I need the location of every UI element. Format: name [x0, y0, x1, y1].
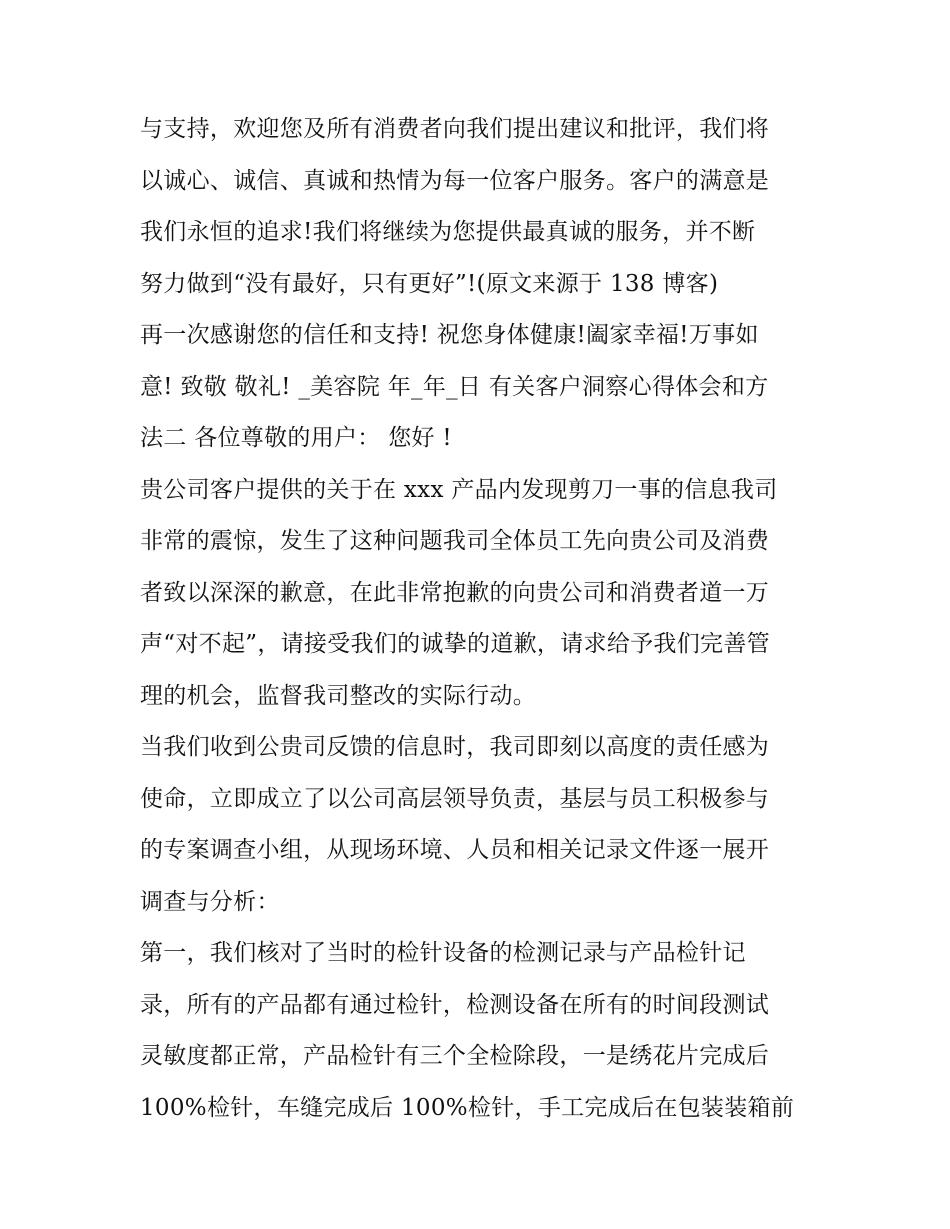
- text-line: 者致以深深的歉意，在此非常抱歉的向贵公司和消费者道一万: [140, 579, 770, 606]
- text-line: 意! 致敬 敬礼! _美容院 年_年_日 有关客户洞察心得体会和方: [140, 373, 769, 400]
- text-line: 非常的震惊，发生了这种问题我司全体员工先向贵公司及消费: [140, 528, 770, 554]
- text-line: 我们永恒的追求!我们将继续为您提供最真诚的服务，并不断: [140, 219, 756, 245]
- text-line: 100%检针，车缝完成后 100%检针，手工完成后在包装装箱前: [140, 1094, 795, 1121]
- text-line: 调查与分析：: [140, 888, 280, 915]
- document-body: [140, 104, 820, 1134]
- text-line: 以诚心、诚信、真诚和热情为每一位客户服务。客户的满意是: [140, 167, 770, 194]
- text-line: 理的机会，监督我司整改的实际行动。: [140, 682, 537, 709]
- text-line: 法二 各位尊敬的用户： 您好 !: [140, 425, 452, 451]
- text-line: 第一，我们核对了当时的检针设备的检测记录与产品检针记: [140, 940, 746, 966]
- text-line: 的专案调查小组，从现场环境、人员和相关记录文件逐一展开: [140, 837, 770, 863]
- text-line: 声“对不起”，请接受我们的诚挚的道歉，请求给予我们完善管: [140, 631, 770, 657]
- text-line: 灵敏度都正常，产品检针有三个全检除段，一是绣花片完成后: [140, 1043, 770, 1069]
- text-line: 再一次感谢您的信任和支持! 祝您身体健康!阖家幸福!万事如: [140, 322, 759, 348]
- text-line: 贵公司客户提供的关于在 xxx 产品内发现剪刀一事的信息我司: [140, 476, 778, 503]
- text-line: 录，所有的产品都有通过检针，检测设备在所有的时间段测试: [140, 991, 770, 1018]
- text-line: 使命，立即成立了以公司高层领导负责，基层与员工积极参与: [140, 785, 770, 812]
- text-line: 努力做到“没有最好，只有更好”!(原文来源于 138 博客): [140, 270, 719, 297]
- text-line: 当我们收到公贵司反馈的信息时，我司即刻以高度的责任感为: [140, 734, 770, 760]
- text-line: 与支持，欢迎您及所有消费者向我们提出建议和批评，我们将: [140, 116, 770, 142]
